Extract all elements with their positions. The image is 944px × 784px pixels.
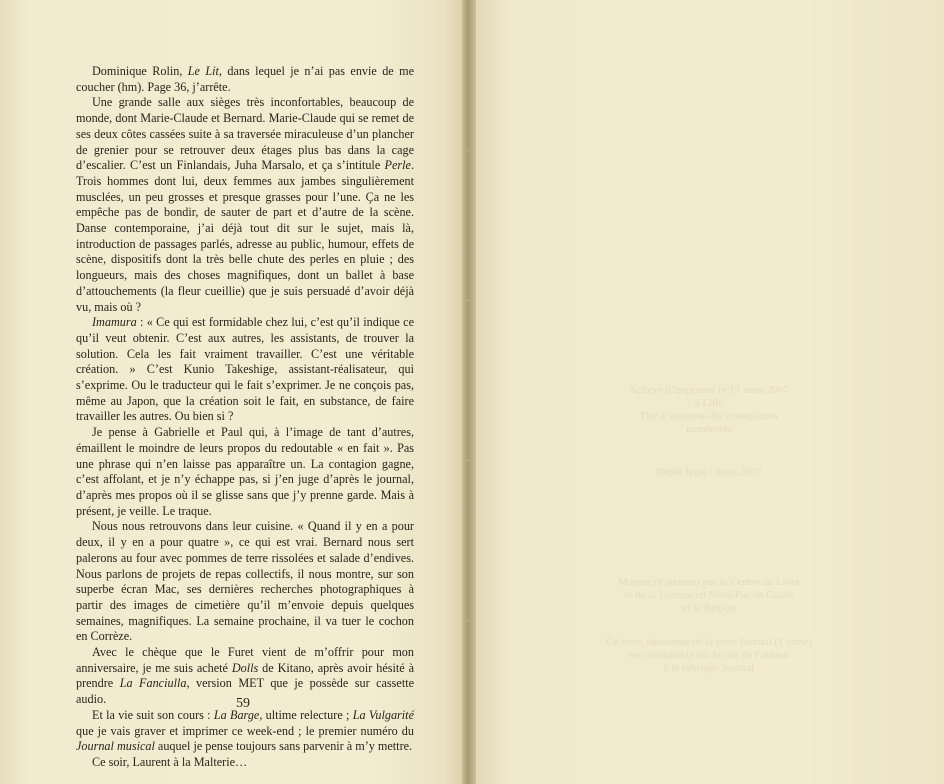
paragraph: Une grande salle aux sièges très inconfortables, beaucoup de monde, dont Marie-Claude et Bernard. Marie-Claude qui se remet de ses deux côtes cassées suite à sa traversée miraculeuse d’un plancher de grenier pour se retrouver deux étages plus bas dans la cage d’escalier. C’est un Finlandais, Juha Marsalo, et ça s’intitule Perle. Trois hommes dont lui, deux femmes aux jambes singulièrement musclées, un peu grosses et presque grasses pour l’une. Ça ne les empêche pas de bondir, de sauter de part et d’autre de la scène. Danse contemporaine, j’ai déjà tout dit sur le sujet, mais là, introduction de passages parlés, adresse au public, humour, effets de scène, dispositifs dont la très belle chute des perles en pluie ; des longueurs, mais des choses magnifiques, dont un ballet à base d’attouchements (la fleur cueillie) que je suis persuadé d’avoir déjà vu, mais où ?: [76, 95, 414, 314]
paragraph: Ce soir, Laurent à la Malterie…: [92, 754, 248, 769]
page-number: 59: [236, 696, 250, 711]
paragraph: Je pense à Gabrielle et Paul qui, à l’image de tant d’autres, émaillent le moindre de leurs propos du redoutable « en fait ». Pas une phrase qui n’en laisse pas apparaître un. La contagion gagne, c’est affolant, et je n’y échappe pas, si j’en juge d’après le journal, d’après mes propos où il se glisse sans que j’y prenne garde. Mais à présent, je veille. Le traque.: [76, 425, 414, 518]
paragraph: Imamura : « Ce qui est formidable chez lui, c’est qu’il indique ce qu’il veut obtenir. C’est aux autres, les assistants, de trouver la solution. Cela les fait vraiment travailler. C’est une véritable création. » C’est Kunio Takeshige, assistant-réalisateur, qui s’exprime. Ou le traducteur qui le fait s’exprimer. Je ne conçois pas, même au Japon, que la création soit le fait, en substance, de faire travailler les autres. Ou bien si ?: [76, 315, 414, 424]
page-edge-mark: [466, 150, 472, 151]
page-edge-mark: [466, 460, 472, 461]
paragraph: Dominique Rolin, Le Lit, dans lequel je n’ai pas envie de me coucher (hm). Page 36, j’arrête.: [76, 64, 414, 94]
colophon-print-info: Achevé d’imprimer le 15 mars 2007 à Lille Tiré à soixante-dix exemplaires numérotés: [629, 384, 789, 435]
paragraph: Avec le chèque que le Furet vient de m’offrir pour mon anniversaire, je me suis acheté Dolls de Kitano, après avoir hésité à prendre La Fanciulla, version MET que je possède sur cassette audio.: [76, 645, 415, 707]
paragraph: Nous nous retrouvons dans leur cuisine. « Quand il y en a pour deux, il y en a pour quatre », ce qui est vrai. Bernard nous sert palerons au four avec pommes de terre rissolées et salade d’endives. Nous parlons de projets de repas collectifs, il nous montre, sur son superbe écran Mac, ses dernières recherches photographiques à partir des images de cimetière qu’il m’envoie depuis quelques semaines, magnifiques. La semaine prochaine, il va tuer le cochon en Corrèze.: [76, 519, 414, 644]
page-edge-mark: [466, 300, 472, 301]
colophon-note: Ce livre, deuxième de la série Journal (1 tome) est consultable sur le site de l’auteur à la rubrique Journal: [605, 636, 813, 674]
journal-text: [76, 64, 414, 771]
paragraph: Et la vie suit son cours : La Barge, ultime relecture ; La Vulgarité que je vais graver et imprimer ce week-end ; le premier numéro du Journal musical auquel je pense toujours sans parvenir à m’y mettre.: [76, 707, 414, 754]
colophon-funding: Manuscrit soutenu par le Centre du Livre et de la Lecture en Nord-Pas de Calais et la Région: [618, 576, 800, 614]
colophon-legal-deposit: Dépôt légal : mars 2007: [656, 466, 762, 478]
page-edge-mark: [466, 620, 472, 621]
